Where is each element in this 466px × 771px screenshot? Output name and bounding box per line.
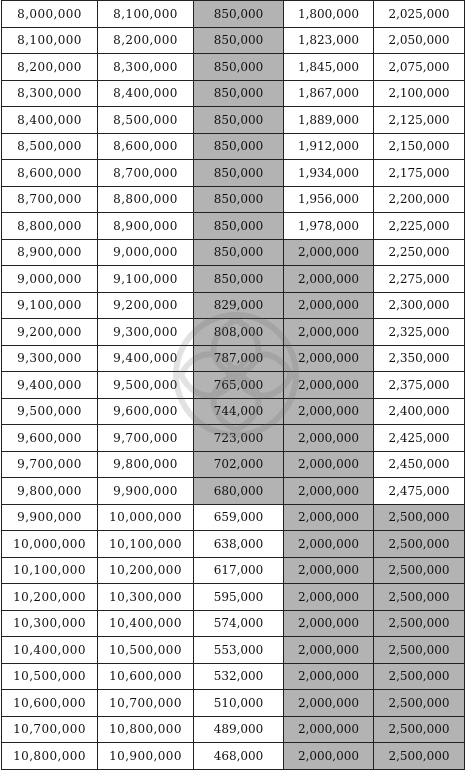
table-cell-col1: 8,800,000 <box>2 213 98 240</box>
table-cell-col4: 2,000,000 <box>284 478 374 505</box>
table-cell-col3: 532,000 <box>194 663 284 690</box>
table-row <box>2 398 465 425</box>
table-row <box>2 133 465 160</box>
table-cell-col2: 9,200,000 <box>98 292 194 319</box>
table-cell-col4: 2,000,000 <box>284 266 374 293</box>
table-row <box>2 531 465 558</box>
table-cell-col4: 2,000,000 <box>284 292 374 319</box>
table-row <box>2 319 465 346</box>
table-cell-col4: 2,000,000 <box>284 743 374 770</box>
table-cell-col4: 2,000,000 <box>284 690 374 717</box>
table-row <box>2 372 465 399</box>
table-cell-col4: 1,978,000 <box>284 213 374 240</box>
table-cell-col2: 9,800,000 <box>98 451 194 478</box>
table-cell-col5: 2,100,000 <box>374 80 465 107</box>
table-cell-col3: 510,000 <box>194 690 284 717</box>
table-cell-col1: 8,400,000 <box>2 107 98 134</box>
table-cell-col3: 808,000 <box>194 319 284 346</box>
table-row <box>2 160 465 187</box>
table-cell-col3: 850,000 <box>194 213 284 240</box>
table-cell-col4: 2,000,000 <box>284 637 374 664</box>
table-cell-col4: 2,000,000 <box>284 372 374 399</box>
table-cell-col2: 8,900,000 <box>98 213 194 240</box>
table-cell-col3: 489,000 <box>194 716 284 743</box>
table-cell-col1: 10,400,000 <box>2 637 98 664</box>
table-cell-col3: 787,000 <box>194 345 284 372</box>
table-cell-col3: 850,000 <box>194 80 284 107</box>
table-cell-col2: 8,100,000 <box>98 1 194 28</box>
table-cell-col5: 2,500,000 <box>374 557 465 584</box>
table-cell-col4: 1,889,000 <box>284 107 374 134</box>
document-page <box>1 0 464 769</box>
table-cell-col5: 2,500,000 <box>374 690 465 717</box>
table-cell-col1: 9,200,000 <box>2 319 98 346</box>
table-row <box>2 1 465 28</box>
table-cell-col2: 9,300,000 <box>98 319 194 346</box>
table-cell-col1: 8,300,000 <box>2 80 98 107</box>
table-cell-col4: 2,000,000 <box>284 345 374 372</box>
table-cell-col2: 9,700,000 <box>98 425 194 452</box>
table-cell-col3: 829,000 <box>194 292 284 319</box>
table-cell-col5: 2,125,000 <box>374 107 465 134</box>
table-cell-col3: 850,000 <box>194 1 284 28</box>
table-cell-col5: 2,250,000 <box>374 239 465 266</box>
table-cell-col1: 10,200,000 <box>2 584 98 611</box>
table-row <box>2 186 465 213</box>
table-cell-col3: 850,000 <box>194 239 284 266</box>
table-cell-col1: 10,500,000 <box>2 663 98 690</box>
table-cell-col1: 8,100,000 <box>2 27 98 54</box>
table-cell-col5: 2,425,000 <box>374 425 465 452</box>
table-cell-col4: 2,000,000 <box>284 716 374 743</box>
table-cell-col5: 2,475,000 <box>374 478 465 505</box>
table-row <box>2 27 465 54</box>
table-cell-col1: 9,700,000 <box>2 451 98 478</box>
table-cell-col4: 2,000,000 <box>284 557 374 584</box>
table-cell-col4: 2,000,000 <box>284 425 374 452</box>
table-cell-col5: 2,500,000 <box>374 716 465 743</box>
table-cell-col2: 8,500,000 <box>98 107 194 134</box>
table-cell-col1: 8,000,000 <box>2 1 98 28</box>
table-cell-col4: 2,000,000 <box>284 451 374 478</box>
table-cell-col5: 2,050,000 <box>374 27 465 54</box>
table-cell-col2: 9,900,000 <box>98 478 194 505</box>
table-row <box>2 610 465 637</box>
table-cell-col3: 638,000 <box>194 531 284 558</box>
table-cell-col1: 8,200,000 <box>2 54 98 81</box>
table-row <box>2 716 465 743</box>
table-row <box>2 743 465 770</box>
table-cell-col1: 10,100,000 <box>2 557 98 584</box>
table-cell-col1: 9,300,000 <box>2 345 98 372</box>
table-cell-col1: 9,600,000 <box>2 425 98 452</box>
table-cell-col5: 2,500,000 <box>374 637 465 664</box>
table-cell-col4: 2,000,000 <box>284 584 374 611</box>
table-cell-col5: 2,500,000 <box>374 663 465 690</box>
table-cell-col5: 2,325,000 <box>374 319 465 346</box>
table-row <box>2 425 465 452</box>
table-cell-col3: 850,000 <box>194 266 284 293</box>
table-row <box>2 478 465 505</box>
table-cell-col4: 2,000,000 <box>284 398 374 425</box>
table-row <box>2 663 465 690</box>
table-cell-col3: 680,000 <box>194 478 284 505</box>
table-cell-col1: 8,700,000 <box>2 186 98 213</box>
table-cell-col5: 2,150,000 <box>374 133 465 160</box>
table-cell-col3: 659,000 <box>194 504 284 531</box>
table-cell-col4: 1,845,000 <box>284 54 374 81</box>
table-cell-col5: 2,025,000 <box>374 1 465 28</box>
table-cell-col3: 850,000 <box>194 133 284 160</box>
table-cell-col5: 2,400,000 <box>374 398 465 425</box>
table-cell-col2: 9,100,000 <box>98 266 194 293</box>
table-cell-col5: 2,075,000 <box>374 54 465 81</box>
table-cell-col4: 1,823,000 <box>284 27 374 54</box>
table-cell-col4: 1,912,000 <box>284 133 374 160</box>
table-cell-col2: 8,400,000 <box>98 80 194 107</box>
table-row <box>2 54 465 81</box>
table-cell-col4: 2,000,000 <box>284 610 374 637</box>
table-cell-col2: 9,500,000 <box>98 372 194 399</box>
table-cell-col5: 2,450,000 <box>374 451 465 478</box>
table-row <box>2 292 465 319</box>
table-cell-col3: 553,000 <box>194 637 284 664</box>
table-cell-col2: 10,800,000 <box>98 716 194 743</box>
table-body <box>2 1 465 770</box>
table-cell-col4: 1,867,000 <box>284 80 374 107</box>
table-cell-col2: 9,000,000 <box>98 239 194 266</box>
table-row <box>2 451 465 478</box>
table-cell-col1: 10,700,000 <box>2 716 98 743</box>
table-row <box>2 504 465 531</box>
table-cell-col2: 8,700,000 <box>98 160 194 187</box>
table-cell-col2: 10,300,000 <box>98 584 194 611</box>
table-row <box>2 80 465 107</box>
table-cell-col5: 2,300,000 <box>374 292 465 319</box>
table-cell-col1: 9,800,000 <box>2 478 98 505</box>
table-cell-col5: 2,175,000 <box>374 160 465 187</box>
table-cell-col5: 2,500,000 <box>374 610 465 637</box>
table-row <box>2 690 465 717</box>
table-cell-col2: 9,400,000 <box>98 345 194 372</box>
table-cell-col4: 2,000,000 <box>284 504 374 531</box>
table-cell-col5: 2,500,000 <box>374 743 465 770</box>
table-cell-col2: 10,400,000 <box>98 610 194 637</box>
table-row <box>2 584 465 611</box>
table-row <box>2 266 465 293</box>
table-cell-col1: 9,400,000 <box>2 372 98 399</box>
table-cell-col1: 10,800,000 <box>2 743 98 770</box>
table-cell-col2: 10,900,000 <box>98 743 194 770</box>
table-row <box>2 213 465 240</box>
table-cell-col3: 468,000 <box>194 743 284 770</box>
table-cell-col3: 574,000 <box>194 610 284 637</box>
table-cell-col3: 702,000 <box>194 451 284 478</box>
table-cell-col3: 744,000 <box>194 398 284 425</box>
table-cell-col3: 595,000 <box>194 584 284 611</box>
table-cell-col5: 2,375,000 <box>374 372 465 399</box>
table-cell-col4: 1,934,000 <box>284 160 374 187</box>
table-row <box>2 345 465 372</box>
table-cell-col3: 850,000 <box>194 186 284 213</box>
table-cell-col5: 2,500,000 <box>374 584 465 611</box>
table-cell-col4: 1,956,000 <box>284 186 374 213</box>
table-cell-col3: 617,000 <box>194 557 284 584</box>
table-cell-col1: 9,900,000 <box>2 504 98 531</box>
table-cell-col3: 850,000 <box>194 107 284 134</box>
table-cell-col2: 10,000,000 <box>98 504 194 531</box>
table-cell-col1: 9,000,000 <box>2 266 98 293</box>
table-cell-col2: 8,300,000 <box>98 54 194 81</box>
table-cell-col5: 2,350,000 <box>374 345 465 372</box>
table-cell-col2: 10,500,000 <box>98 637 194 664</box>
table-cell-col1: 8,600,000 <box>2 160 98 187</box>
table-cell-col2: 10,200,000 <box>98 557 194 584</box>
table-cell-col3: 850,000 <box>194 54 284 81</box>
table-cell-col1: 10,600,000 <box>2 690 98 717</box>
table-row <box>2 557 465 584</box>
table-cell-col3: 850,000 <box>194 160 284 187</box>
table-cell-col4: 2,000,000 <box>284 531 374 558</box>
table-cell-col5: 2,225,000 <box>374 213 465 240</box>
table-cell-col3: 850,000 <box>194 27 284 54</box>
table-cell-col1: 8,500,000 <box>2 133 98 160</box>
table-cell-col5: 2,275,000 <box>374 266 465 293</box>
table-cell-col2: 10,600,000 <box>98 663 194 690</box>
salary-table <box>1 0 465 770</box>
table-cell-col2: 10,700,000 <box>98 690 194 717</box>
table-cell-col3: 723,000 <box>194 425 284 452</box>
table-cell-col4: 2,000,000 <box>284 319 374 346</box>
table-cell-col2: 10,100,000 <box>98 531 194 558</box>
table-cell-col5: 2,200,000 <box>374 186 465 213</box>
table-cell-col1: 8,900,000 <box>2 239 98 266</box>
table-row <box>2 239 465 266</box>
table-cell-col1: 10,000,000 <box>2 531 98 558</box>
table-cell-col1: 9,100,000 <box>2 292 98 319</box>
table-cell-col5: 2,500,000 <box>374 531 465 558</box>
table-cell-col2: 9,600,000 <box>98 398 194 425</box>
table-cell-col4: 2,000,000 <box>284 663 374 690</box>
table-row <box>2 107 465 134</box>
table-cell-col2: 8,800,000 <box>98 186 194 213</box>
table-row <box>2 637 465 664</box>
table-cell-col2: 8,600,000 <box>98 133 194 160</box>
table-cell-col4: 2,000,000 <box>284 239 374 266</box>
table-cell-col1: 10,300,000 <box>2 610 98 637</box>
table-cell-col1: 9,500,000 <box>2 398 98 425</box>
table-cell-col2: 8,200,000 <box>98 27 194 54</box>
table-cell-col3: 765,000 <box>194 372 284 399</box>
table-cell-col4: 1,800,000 <box>284 1 374 28</box>
table-cell-col5: 2,500,000 <box>374 504 465 531</box>
